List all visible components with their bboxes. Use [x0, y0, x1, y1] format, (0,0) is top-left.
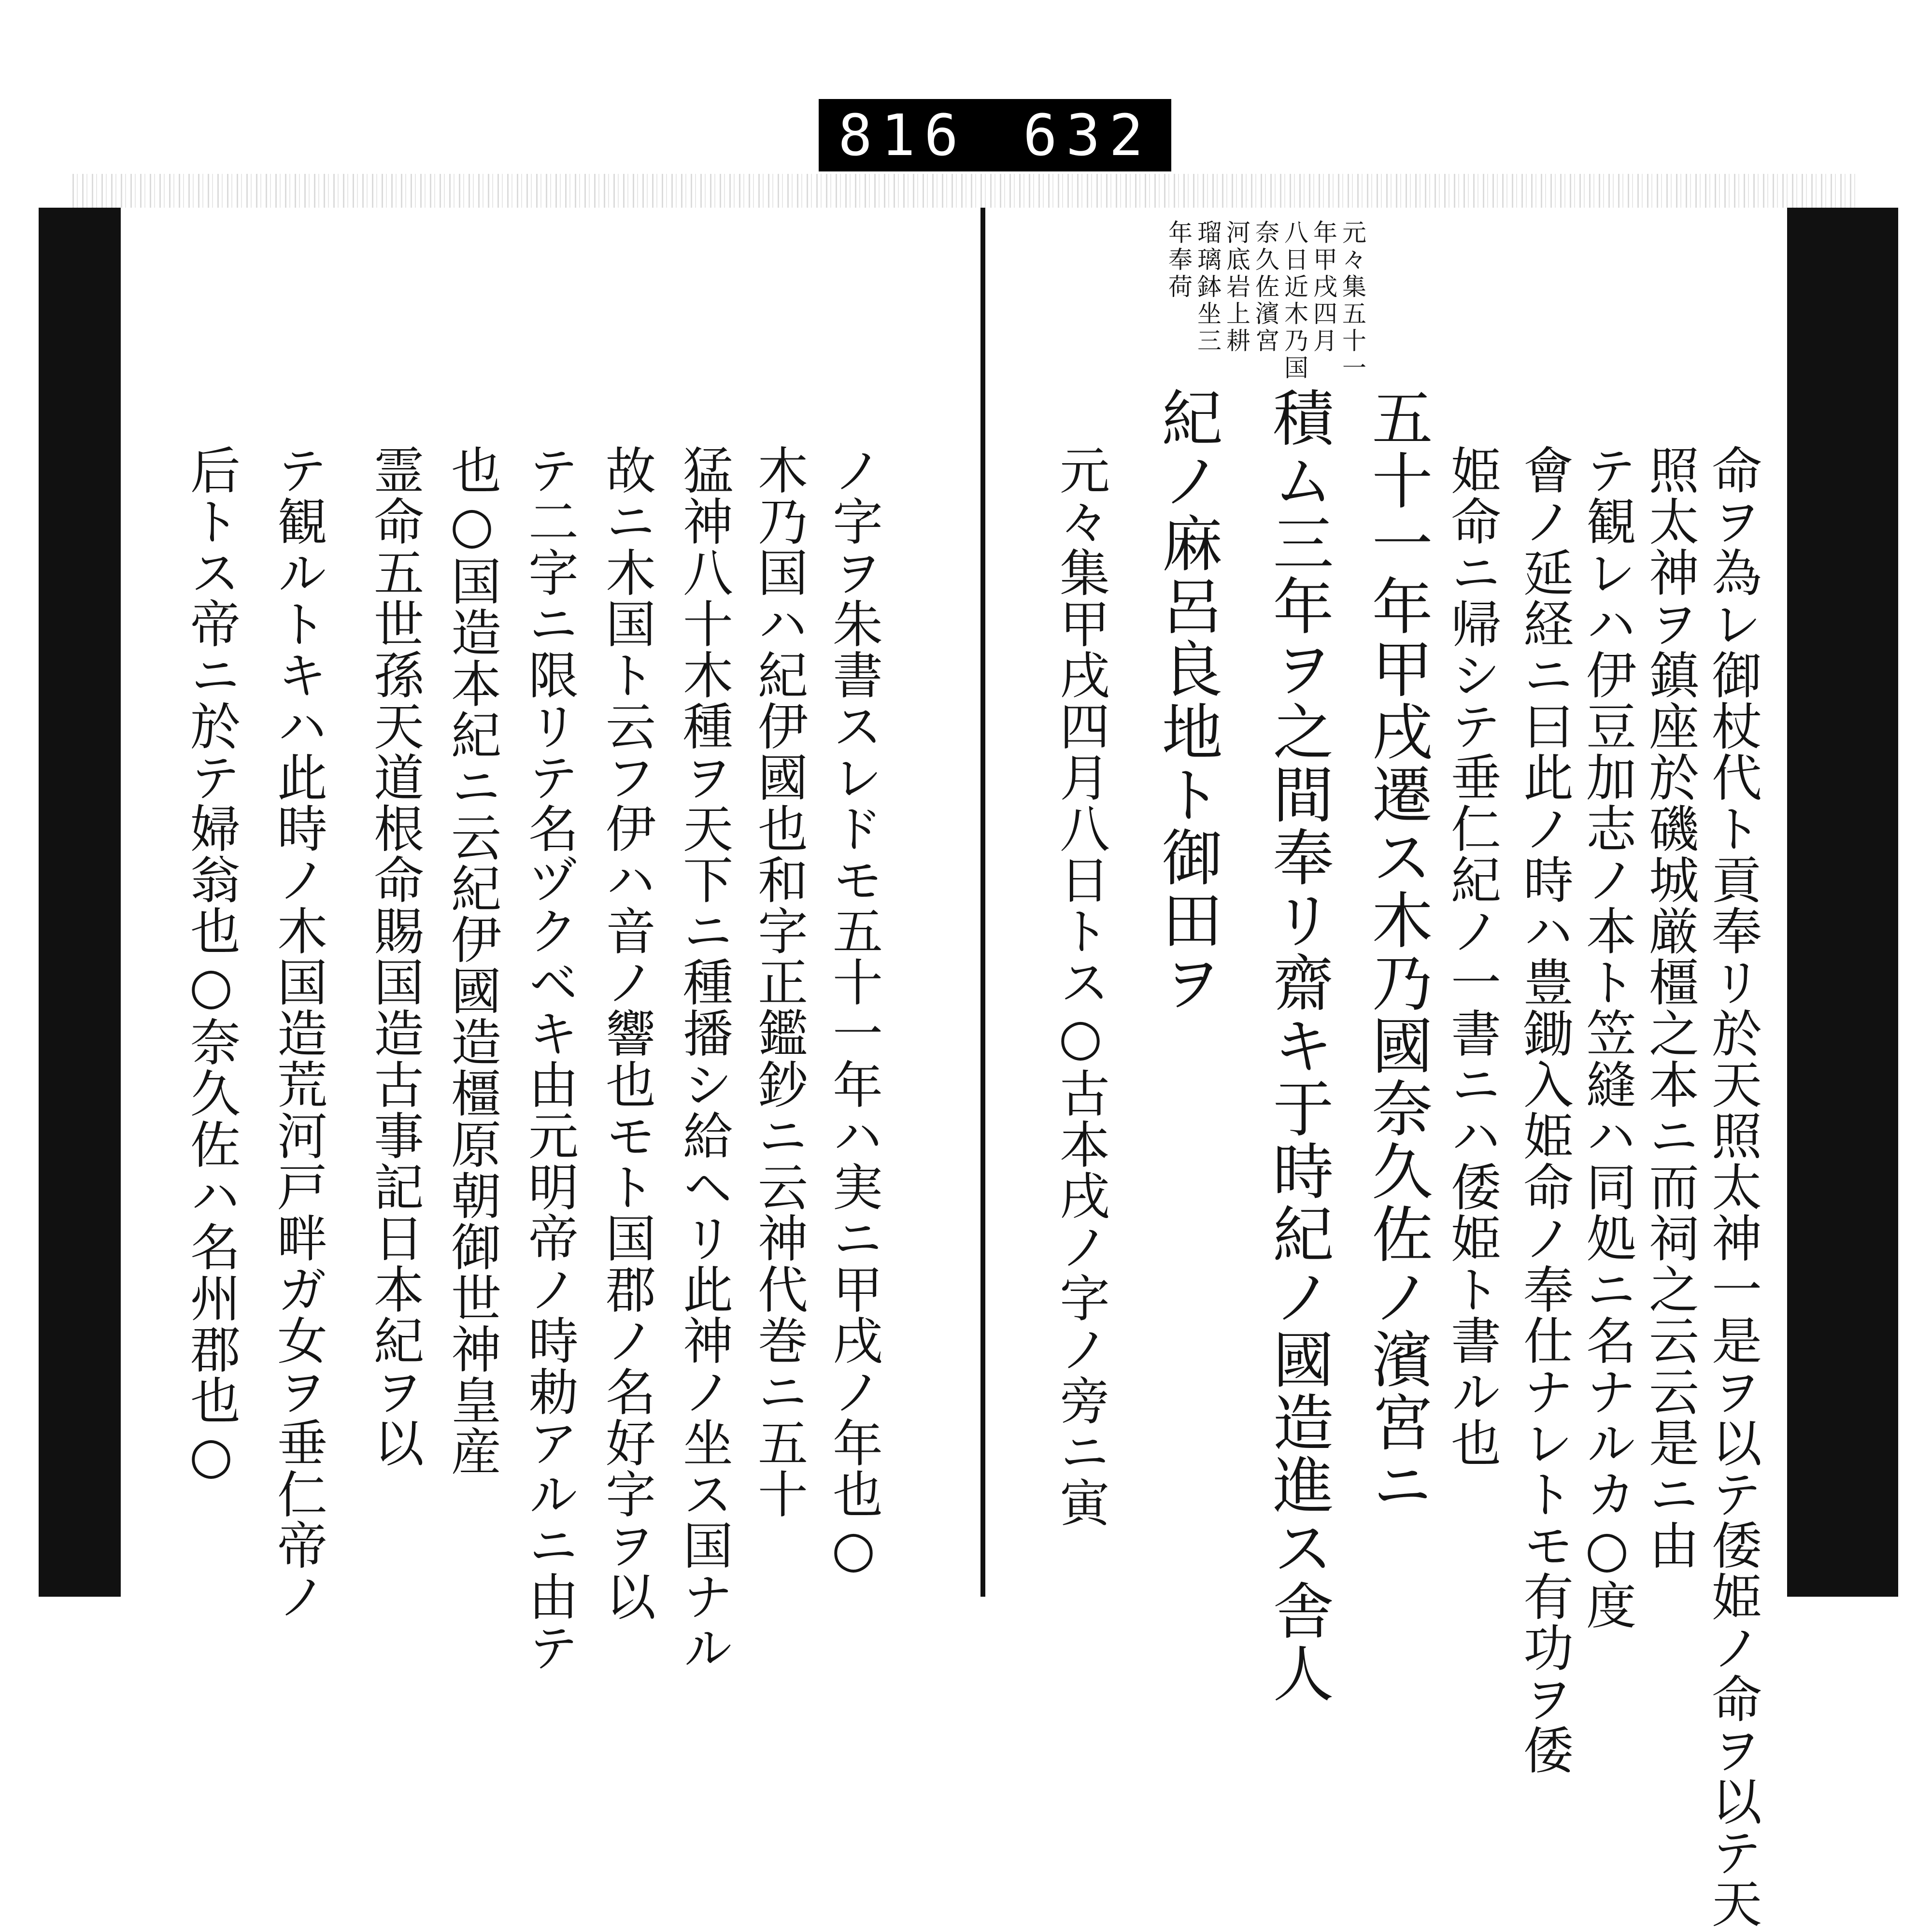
- right-main-column-1: 命ヲ為レ御杖代ト貢奉リ於天照太神一是ヲ以テ倭姫ノ命ヲ以テ天: [1703, 444, 1762, 1929]
- archive-label-plate: [819, 99, 1171, 171]
- left-main-column-2: 木乃国ハ紀伊國也和字正鑑鈔ニ云神代巻ニ五十: [749, 444, 808, 1519]
- left-main-column-8: テ観ルトキハ此時ノ木国造荒河戸畔ガ女ヲ垂仁帝ノ: [269, 444, 327, 1622]
- right-note-column-4: 奈久佐濱宮: [1251, 220, 1279, 355]
- left-main-column-7: 霊命五世孫天道根命賜国造古事記日本紀ヲ以: [365, 444, 424, 1468]
- book-gutter: [980, 208, 985, 1597]
- right-last-column: 元々集甲戌四月八日トス○古本戌ノ字ノ旁ニ寅: [1051, 444, 1110, 1528]
- left-main-column-4: 故ニ木国ト云フ伊ハ音ノ響也モト国郡ノ名好字ヲ以: [597, 444, 656, 1622]
- right-main-column-5: 姫命ニ帰シテ垂仁紀ノ一書ニハ倭姫ト書ル也: [1442, 444, 1501, 1468]
- book-edge-right: [1787, 208, 1932, 1597]
- right-large-column-2: 積ム三年ヲ之間奉リ齋キ于時紀ノ國造進ス舎人: [1263, 386, 1334, 1705]
- right-note-column-1: 元々集五十一: [1338, 220, 1366, 382]
- right-main-column-2: 照太神ヲ鎮座於磯城厳橿之本ニ而祠之云云是ニ由: [1640, 444, 1699, 1571]
- left-main-column-5: テ二字ニ限リテ名ヅクベキ由元明帝ノ時勅アルニ由テ: [520, 444, 579, 1673]
- right-note-column-3: 八日近木乃国: [1280, 220, 1308, 382]
- left-main-column-6: 也○国造本紀ニ云紀伊國造橿原朝御世神皇産: [442, 444, 501, 1477]
- right-large-column-3: 紀ノ麻呂良地ト御田ヲ: [1152, 386, 1223, 1014]
- right-large-column-1: 五十一年甲戌遷ス木乃國奈久佐ノ濱宮ニ: [1362, 386, 1433, 1517]
- label-left-number: 816: [838, 102, 967, 169]
- right-note-column-5: 河底岩上耕: [1222, 220, 1250, 355]
- right-main-column-4: 會ノ延経ニ曰此ノ時ハ豊鋤入姫命ノ奉仕ナレトモ有功ヲ倭: [1515, 444, 1574, 1775]
- label-right-number: 632: [1023, 102, 1152, 169]
- scan-noise-band: [72, 174, 1860, 208]
- left-main-column-9: 后トス帝ニ於テ婦翁也○奈久佐ハ名州郡也○: [182, 444, 241, 1486]
- right-note-column-6: 瑠璃鉢坐三: [1193, 220, 1222, 355]
- scan-top-area: [0, 0, 1932, 208]
- right-main-column-3: テ観レハ伊豆加志ノ本ト笠縫ハ同処ニ名ナルカ○度: [1577, 444, 1636, 1631]
- right-note-column-2: 年甲戌四月: [1309, 220, 1337, 355]
- book-edge-left: [0, 208, 121, 1597]
- left-main-column-1: ノ字ヲ朱書スレドモ五十一年ハ実ニ甲戌ノ年也○: [824, 444, 883, 1579]
- left-main-column-3: 猛神八十木種ヲ天下ニ種播シ給ヘリ此神ノ坐ス国ナル: [674, 444, 733, 1673]
- right-note-column-7: 年奉荷: [1165, 220, 1193, 301]
